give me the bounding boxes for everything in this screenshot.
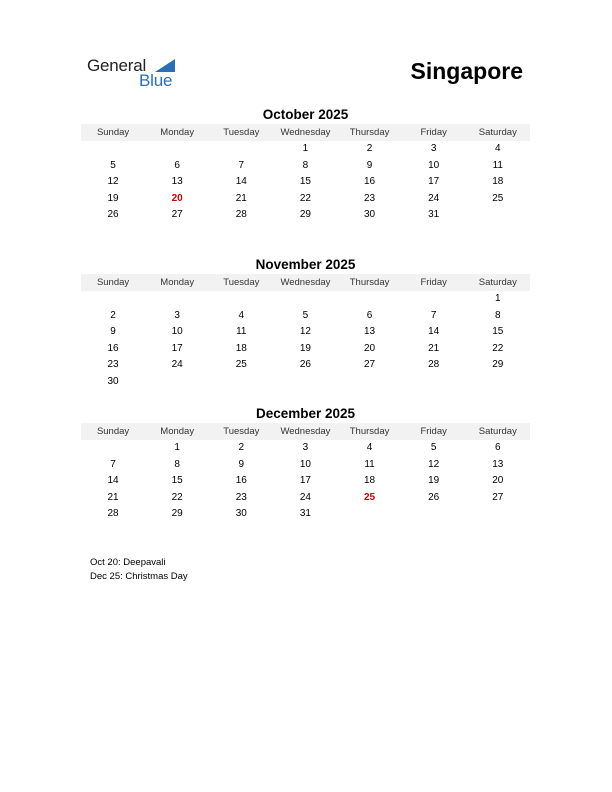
day-cell: 9	[366, 159, 373, 171]
day-cell: 16	[364, 176, 376, 188]
day-cell: 2	[238, 442, 245, 453]
day-cell: 24	[299, 491, 311, 503]
day-cell: 8	[174, 458, 180, 470]
day-cell: 27	[364, 359, 376, 371]
day-cell: 23	[107, 359, 119, 371]
holiday-date: 20	[171, 192, 183, 204]
day-cell: 14	[107, 475, 119, 487]
week-row	[81, 207, 530, 224]
day-cell: 10	[299, 458, 311, 470]
page-title: Singapore	[410, 58, 523, 84]
day-cell: 27	[492, 491, 504, 503]
day-cell: 26	[428, 491, 440, 503]
weekday-label: Wednesday	[280, 127, 331, 138]
day-cell: 25	[492, 192, 504, 204]
day-cell: 5	[110, 159, 116, 171]
week-row	[81, 141, 530, 158]
day-cell	[209, 141, 273, 158]
day-cell: 8	[302, 159, 309, 171]
day-cell: 28	[428, 359, 440, 371]
day-cell: 13	[492, 458, 504, 470]
day-cell: 16	[107, 342, 119, 354]
month-title: December 2025	[255, 406, 356, 421]
day-cell	[402, 374, 466, 391]
month-november	[81, 256, 530, 391]
weekday-label: Sunday	[96, 426, 130, 437]
holiday-note: Oct 20: Deepavali	[90, 557, 166, 568]
day-cell: 13	[364, 326, 376, 338]
weekday-label: Tuesday	[223, 426, 260, 437]
week-row	[81, 490, 530, 507]
day-cell: 4	[238, 309, 245, 321]
day-cell	[466, 207, 530, 224]
logo-general-text: General	[87, 56, 147, 75]
day-cell	[402, 291, 466, 308]
day-cell	[273, 374, 337, 391]
day-cell	[273, 291, 337, 308]
week-row	[81, 158, 530, 175]
day-cell: 22	[299, 192, 311, 204]
day-cell: 19	[428, 475, 440, 487]
day-cell: 6	[366, 309, 373, 321]
day-cell: 27	[171, 209, 183, 221]
day-cell: 17	[171, 342, 183, 354]
weekday-label: Monday	[160, 277, 195, 288]
weekday-label: Thursday	[349, 277, 390, 288]
day-cell: 4	[495, 143, 501, 154]
day-cell: 11	[364, 458, 375, 470]
day-cell: 24	[171, 359, 183, 371]
day-cell	[338, 374, 402, 391]
weekday-label: Saturday	[478, 277, 517, 288]
day-cell: 28	[235, 209, 247, 221]
day-cell: 10	[171, 326, 183, 338]
month-december	[81, 405, 530, 523]
day-cell: 31	[428, 209, 440, 221]
weekday-label: Sunday	[96, 277, 130, 288]
day-cell: 11	[492, 159, 503, 171]
day-cell: 22	[492, 342, 504, 354]
day-cell: 3	[430, 143, 437, 154]
day-cell: 23	[364, 192, 376, 204]
day-cell	[145, 374, 209, 391]
day-cell: 7	[110, 458, 116, 470]
holiday-notes	[90, 556, 188, 584]
month-title: October 2025	[262, 107, 349, 122]
day-cell: 28	[107, 508, 119, 520]
weekday-header	[81, 423, 530, 440]
week-row	[81, 473, 530, 490]
day-cell: 1	[174, 442, 180, 453]
week-row	[81, 374, 530, 391]
day-cell: 31	[299, 508, 311, 520]
day-cell: 19	[107, 192, 119, 204]
day-cell: 10	[428, 159, 440, 171]
day-cell: 26	[299, 359, 311, 371]
day-cell: 29	[299, 209, 311, 221]
day-cell	[338, 506, 402, 523]
day-cell: 21	[428, 342, 440, 354]
weekday-label: Friday	[420, 127, 447, 138]
day-cell: 15	[492, 326, 504, 338]
day-cell: 17	[299, 475, 311, 487]
day-cell: 1	[495, 293, 501, 304]
day-cell: 9	[110, 326, 116, 338]
day-cell	[466, 506, 530, 523]
day-cell	[145, 291, 209, 308]
day-cell: 4	[366, 442, 373, 453]
day-cell: 12	[107, 176, 119, 188]
day-cell	[81, 141, 145, 158]
weekday-label: Monday	[160, 426, 195, 437]
day-cell	[466, 374, 530, 391]
week-row	[81, 291, 530, 308]
day-cell: 8	[495, 309, 501, 321]
day-cell: 29	[492, 359, 504, 371]
day-cell	[209, 374, 273, 391]
day-cell: 3	[174, 309, 180, 321]
day-cell: 14	[428, 326, 440, 338]
day-cell: 19	[299, 342, 311, 354]
week-row	[81, 308, 530, 325]
day-cell: 5	[430, 442, 437, 453]
day-cell: 15	[171, 475, 183, 487]
weekday-header	[81, 124, 530, 141]
holiday-note: Dec 25: Christmas Day	[90, 571, 188, 582]
day-cell: 1	[302, 143, 309, 154]
day-cell: 7	[430, 309, 437, 321]
weekday-label: Tuesday	[223, 127, 260, 138]
day-cell: 20	[492, 475, 504, 487]
weekday-label: Sunday	[96, 127, 130, 138]
day-cell: 2	[366, 143, 373, 154]
day-cell: 12	[428, 458, 440, 470]
day-cell: 18	[235, 342, 247, 354]
day-cell: 30	[107, 375, 119, 387]
weekday-label: Monday	[160, 127, 195, 138]
day-cell: 18	[492, 176, 504, 188]
day-cell	[81, 291, 145, 308]
weekday-label: Friday	[420, 426, 447, 437]
day-cell	[209, 291, 273, 308]
day-cell: 6	[495, 442, 501, 453]
week-row	[81, 191, 530, 208]
day-cell: 29	[171, 508, 183, 520]
day-cell: 17	[428, 176, 440, 188]
day-cell: 14	[235, 176, 247, 188]
day-cell: 5	[302, 309, 309, 321]
weekday-label: Thursday	[349, 127, 390, 138]
day-cell: 9	[238, 458, 245, 470]
week-row	[81, 440, 530, 457]
day-cell: 6	[174, 159, 180, 171]
week-row	[81, 457, 530, 474]
day-cell: 23	[235, 491, 247, 503]
day-cell: 15	[299, 176, 311, 188]
day-cell: 21	[235, 192, 247, 204]
week-row	[81, 324, 530, 341]
weekday-label: Friday	[420, 277, 447, 288]
week-row	[81, 357, 530, 374]
day-cell: 16	[235, 475, 247, 487]
week-row	[81, 506, 530, 523]
weekday-label: Tuesday	[223, 277, 260, 288]
week-row	[81, 174, 530, 191]
weekday-label: Thursday	[349, 426, 390, 437]
holiday-date: 25	[364, 491, 376, 503]
weekday-label: Saturday	[478, 426, 517, 437]
day-cell	[402, 506, 466, 523]
weekday-label: Wednesday	[280, 426, 331, 437]
logo	[87, 56, 187, 92]
day-cell: 25	[235, 359, 247, 371]
day-cell: 3	[302, 442, 309, 453]
weekday-header	[81, 274, 530, 291]
day-cell: 2	[110, 309, 116, 321]
day-cell: 13	[171, 176, 183, 188]
day-cell: 26	[107, 209, 119, 221]
weekday-label: Wednesday	[280, 277, 331, 288]
week-row	[81, 341, 530, 358]
day-cell	[145, 141, 209, 158]
day-cell: 30	[364, 209, 376, 221]
month-october	[81, 106, 530, 224]
day-cell: 18	[364, 475, 376, 487]
weekday-label: Saturday	[478, 127, 517, 138]
day-cell: 21	[107, 491, 119, 503]
day-cell: 30	[235, 508, 247, 520]
day-cell: 24	[428, 192, 440, 204]
logo-blue-text: Blue	[139, 71, 173, 90]
day-cell: 7	[238, 159, 245, 171]
day-cell	[81, 440, 145, 457]
day-cell: 12	[299, 326, 311, 338]
day-cell: 11	[236, 326, 247, 338]
day-cell: 22	[171, 491, 183, 503]
day-cell	[338, 291, 402, 308]
month-title: November 2025	[255, 257, 356, 272]
day-cell: 20	[364, 342, 376, 354]
